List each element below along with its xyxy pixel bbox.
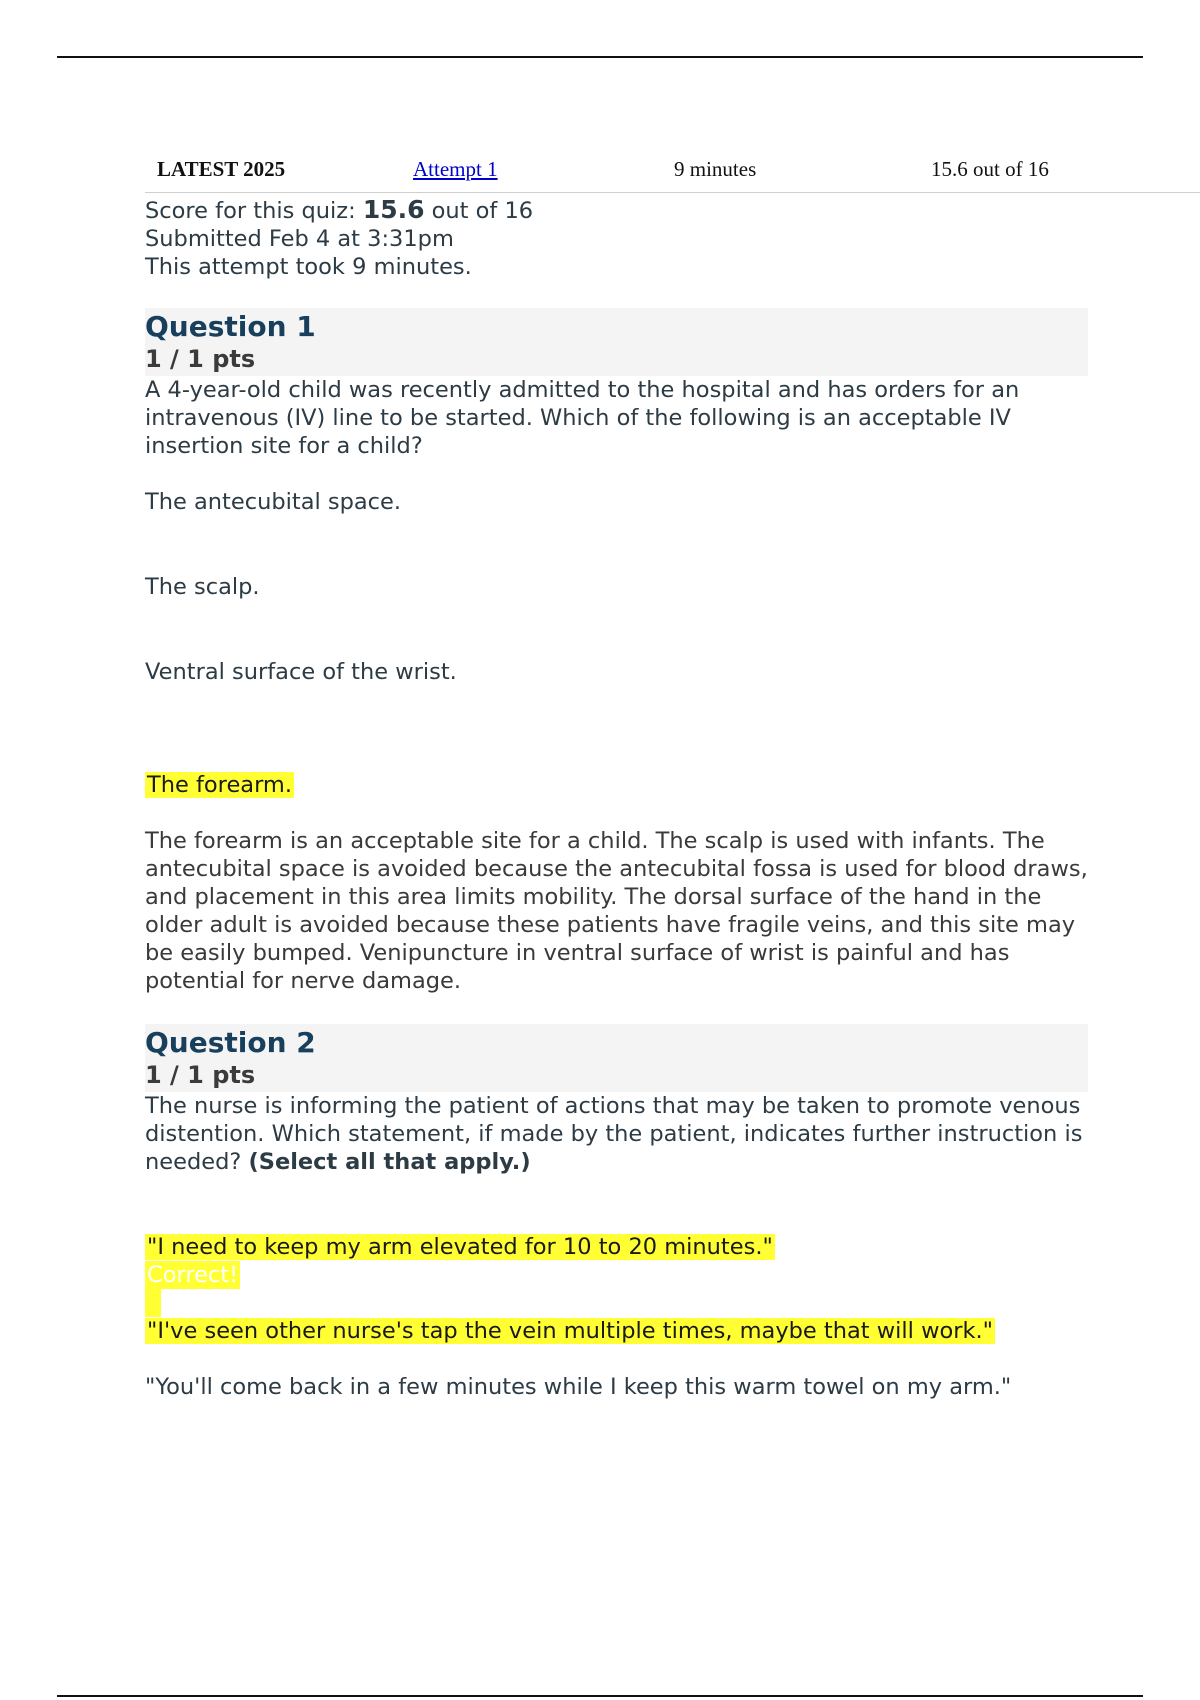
score-suffix: out of 16 bbox=[424, 198, 534, 224]
answer-text: The forearm. bbox=[147, 772, 292, 798]
attempt-link[interactable]: Attempt 1 bbox=[413, 157, 498, 181]
question-1-title: Question 1 bbox=[145, 310, 316, 343]
q2-answer-1-selected[interactable] bbox=[145, 1233, 1090, 1261]
bottom-rule bbox=[57, 1695, 1143, 1697]
answer-text: Ventral surface of the wrist. bbox=[145, 659, 457, 685]
question-1-explanation: The forearm is an acceptable site for a child. The scalp is used with infants. The antecubital space is avoided because the antecubital fossa is used for blood draws, and placement in this area limits mobility. The dorsal surface of the hand in the older adult is avoided because these patients have fragile veins, and this site may be easily bumped. Venipuncture in ventral surface of wrist is painful and has potential for nerve damage. bbox=[145, 828, 1088, 994]
score-value: 15.6 bbox=[362, 195, 425, 224]
answer-text: The antecubital space. bbox=[145, 489, 402, 515]
question-2-text bbox=[145, 1092, 1090, 1176]
score-prefix: Score for this quiz: bbox=[145, 198, 363, 224]
q2-answer-3[interactable] bbox=[145, 1373, 1090, 1401]
q1-answer-2[interactable] bbox=[145, 573, 1090, 601]
question-1-text: A 4-year-old child was recently admitted to the hospital and has orders for an intravenous (IV) line to be started. Which of the following is an acceptable IV insertion site for a child? bbox=[145, 377, 1020, 459]
correct-flag: Correct! bbox=[147, 1262, 239, 1288]
attempt-time: 9 minutes bbox=[674, 157, 757, 181]
top-rule bbox=[57, 56, 1143, 58]
quiz-score bbox=[145, 196, 1090, 225]
answer-text: "I've seen other nurse's tap the vein multiple times, maybe that will work." bbox=[147, 1318, 994, 1344]
question-2-header bbox=[145, 1024, 1088, 1092]
quiz-content bbox=[145, 196, 1090, 1401]
answer-text: "I need to keep my arm elevated for 10 to 20 minutes." bbox=[147, 1234, 773, 1260]
attempt-score: 15.6 out of 16 bbox=[931, 157, 1049, 181]
answer-text: The scalp. bbox=[145, 574, 260, 600]
q1-answer-3[interactable] bbox=[145, 658, 1090, 686]
question-2-body: The nurse is informing the patient of actions that may be taken to promote venous distention. Which statement, if made by the patient, indicates further instruction is needed? bbox=[145, 1093, 1083, 1175]
question-2-emphasis: (Select all that apply.) bbox=[248, 1149, 531, 1175]
q2-answer-1-flag bbox=[145, 1261, 1090, 1317]
answer-text: "You'll come back in a few minutes while I keep this warm towel on my arm." bbox=[145, 1374, 1012, 1400]
q1-answer-4-selected[interactable] bbox=[145, 771, 1090, 799]
question-1-points: 1 / 1 pts bbox=[145, 345, 256, 373]
submitted-date: Submitted Feb 4 at 3:31pm bbox=[145, 226, 454, 252]
attempt-duration: This attempt took 9 minutes. bbox=[145, 254, 472, 280]
q1-answer-1[interactable] bbox=[145, 488, 1090, 516]
q2-answer-2-selected[interactable] bbox=[145, 1317, 1090, 1345]
correct-flag-tail bbox=[145, 1289, 161, 1317]
question-2-points: 1 / 1 pts bbox=[145, 1061, 256, 1089]
latest-label: LATEST 2025 bbox=[157, 157, 286, 181]
question-2-title: Question 2 bbox=[145, 1026, 316, 1059]
attempt-summary-row bbox=[145, 152, 1200, 193]
question-1-header bbox=[145, 308, 1088, 376]
